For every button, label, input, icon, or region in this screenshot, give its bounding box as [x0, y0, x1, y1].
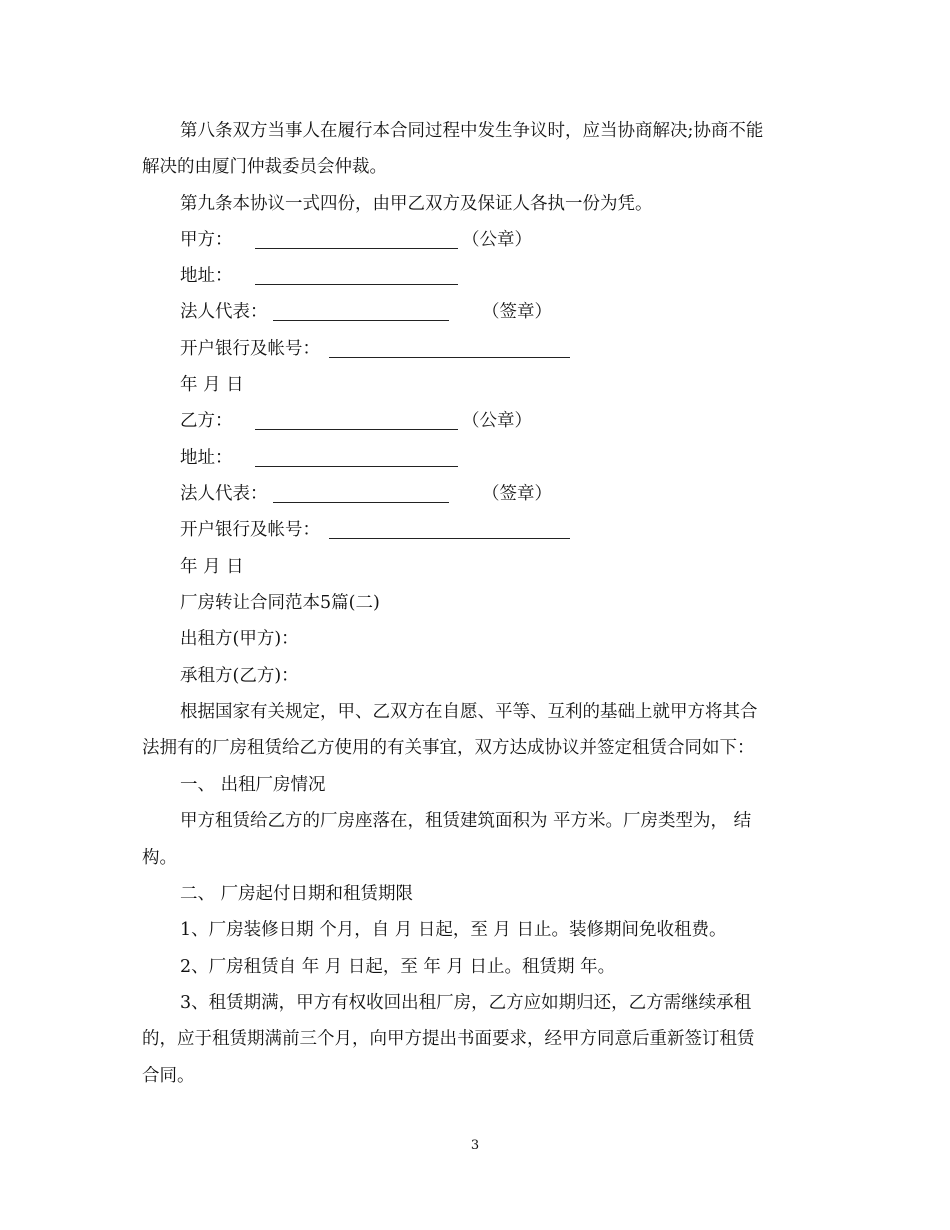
party-a-sign: （签章） — [482, 302, 552, 322]
party-b-bank-label: 开户银行及帐号： — [180, 520, 320, 540]
intro-line-1: 根据国家有关规定，甲、乙双方在自愿、平等、互利的基础上就甲方将其合 — [180, 702, 758, 722]
intro-line-2: 法拥有的厂房租赁给乙方使用的有关事宜，双方达成协议并签定租赁合同如下： — [142, 738, 755, 758]
party-a-legal-blank — [273, 304, 449, 321]
article-9: 第九条本协议一式四份，由甲乙双方及保证人各执一份为凭。 — [180, 194, 653, 214]
factory-info-line-1: 甲方租赁给乙方的厂房座落在，租赁建筑面积为 平方米。厂房类型为， 结 — [180, 811, 752, 831]
party-b-seal: （公章） — [462, 411, 532, 431]
party-b-sign: （签章） — [482, 484, 552, 504]
lessor-label: 出租方(甲方)： — [180, 629, 299, 649]
party-b-bank-blank — [329, 522, 570, 539]
party-b-legal-blank — [273, 486, 449, 503]
heading-2: 二、 厂房起付日期和租赁期限 — [180, 884, 414, 904]
party-a-date: 年 月 日 — [180, 375, 244, 395]
heading-1: 一、 出租厂房情况 — [180, 775, 326, 795]
party-b-blank — [255, 413, 458, 430]
item-3-line-1: 3、租赁期满，甲方有权收回出租厂房，乙方应如期归还，乙方需继续承租 — [180, 993, 752, 1013]
party-a-bank-blank — [329, 341, 570, 358]
party-a-address-blank — [255, 268, 458, 285]
party-a-blank — [255, 232, 458, 249]
page-number: 3 — [470, 1138, 480, 1153]
lessee-label: 承租方(乙方)： — [180, 666, 299, 686]
item-2: 2、厂房租赁自 年 月 日起，至 年 月 日止。租赁期 年。 — [180, 957, 616, 977]
party-a-label: 甲方： — [180, 230, 233, 250]
party-a-legal-label: 法人代表： — [180, 302, 268, 322]
party-b-label: 乙方： — [180, 411, 233, 431]
party-a-bank-label: 开户银行及帐号： — [180, 339, 320, 359]
factory-info-line-2: 构。 — [142, 848, 177, 868]
party-a-seal: （公章） — [462, 230, 532, 250]
article-8-line-1: 第八条双方当事人在履行本合同过程中发生争议时，应当协商解决;协商不能 — [180, 121, 764, 141]
item-1: 1、厂房装修日期 个月，自 月 日起，至 月 日止。装修期间免收租费。 — [180, 920, 727, 940]
article-8-line-2: 解决的由厦门仲裁委员会仲裁。 — [142, 157, 387, 177]
party-b-date: 年 月 日 — [180, 557, 244, 577]
item-3-line-3: 合同。 — [142, 1066, 195, 1086]
party-a-address-label: 地址： — [180, 266, 233, 286]
item-3-line-2: 的，应于租赁期满前三个月，向甲方提出书面要求，经甲方同意后重新签订租赁 — [142, 1029, 755, 1049]
party-b-address-blank — [255, 450, 458, 467]
party-b-address-label: 地址： — [180, 448, 233, 468]
party-b-legal-label: 法人代表： — [180, 484, 268, 504]
section-title: 厂房转让合同范本5篇(二) — [180, 593, 380, 613]
